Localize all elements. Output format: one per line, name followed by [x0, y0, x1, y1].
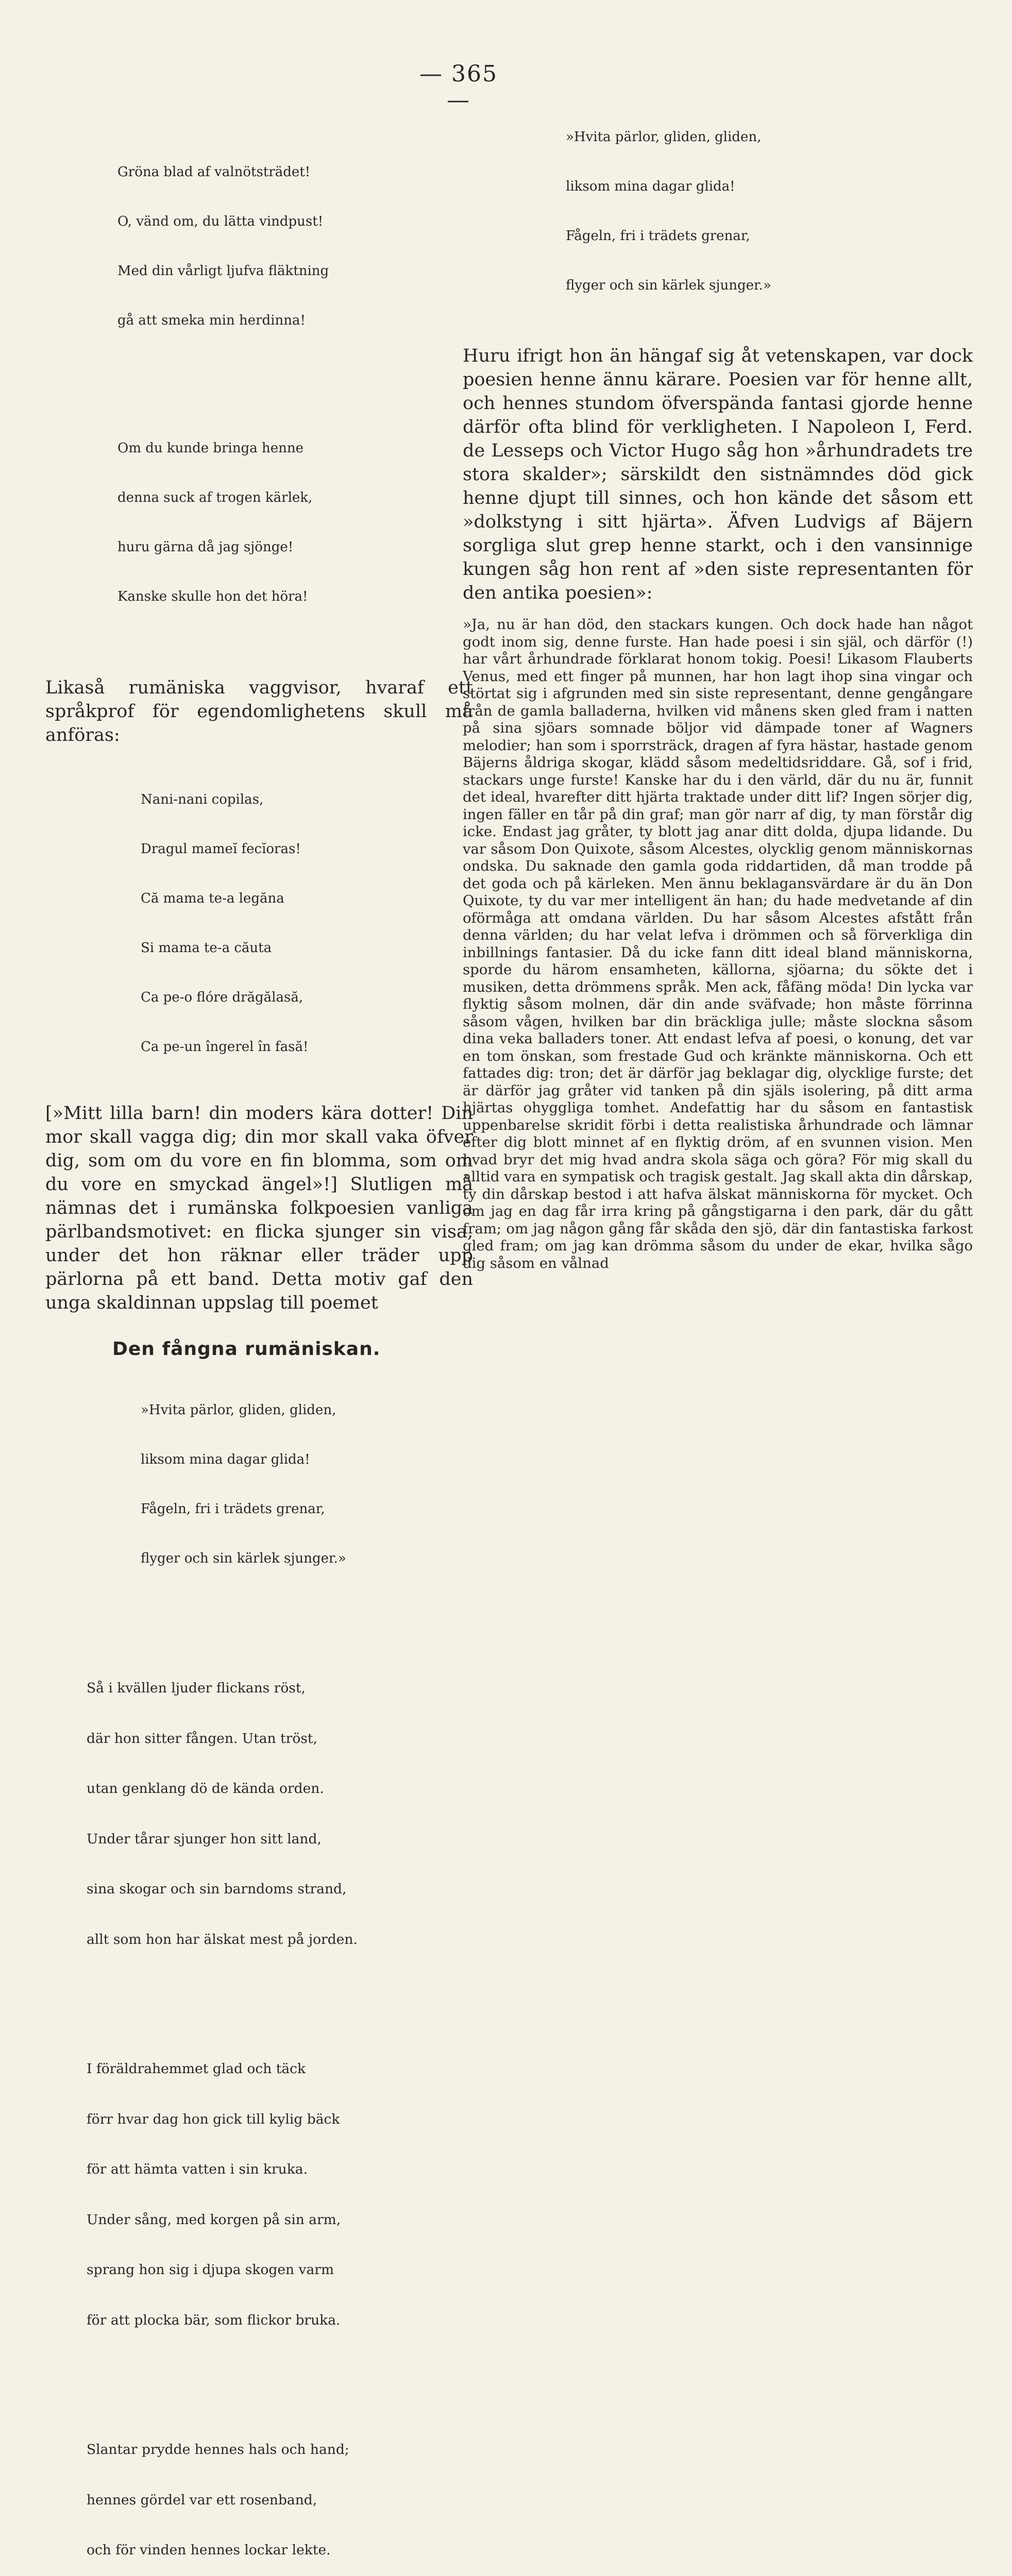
verse-line: Gröna blad af valnötsträdet! — [117, 164, 311, 180]
verse-line: för att plocka bär, som flickor bruka. — [87, 2312, 341, 2328]
verse-line: och för vinden hennes lockar lekte. — [87, 2542, 331, 2558]
verse-line: Med din vårligt ljufva fläktning — [117, 263, 329, 279]
verse-line: Că mama te-a legăna — [141, 891, 284, 906]
left-column — [45, 98, 473, 2576]
verse-line: Så i kvällen ljuder flickans röst, — [87, 1680, 306, 1696]
verse-line: flyger och sin kärlek sjunger.» — [566, 278, 771, 293]
verse-line: O, vänd om, du lätta vindpust! — [117, 214, 324, 229]
verse-line: denna suck af trogen kärlek, — [117, 490, 313, 505]
verse-line: Nani-nani copilas, — [141, 792, 264, 807]
verse-line: Slantar prydde hennes hals och hand; — [87, 2442, 349, 2458]
verse-line: Si mama te-a căuta — [141, 940, 272, 956]
verse-line: Ca pe-un îngerel în fasă! — [141, 1039, 309, 1055]
paragraph: [»Mitt lilla barn! din moders kära dotter! Din mor skall vagga dig; din mor skall vaka öfver dig, som om du vore en fin blomma, som om du vore en smyckad ängel»!] Slutligen må nämnas det i rumänska folkpoesien vanliga pärlbandsmotivet: en flicka sjunger sin visa, under det hon räknar eller träder upp pärlorna på ett band. Detta motiv gaf den unga skaldinnan uppslag till poemet — [45, 1103, 473, 1313]
stanza — [87, 2027, 473, 2362]
verse-line: Kanske skulle hon det höra! — [117, 589, 308, 604]
verse-line: Om du kunde bringa henne — [117, 440, 303, 456]
right-column — [463, 96, 973, 1272]
main-poem — [87, 1613, 473, 2576]
verse-line: Ca pe-o flóre drăgălasă, — [141, 990, 303, 1005]
verse-line: I föräldrahemmet glad och täck — [87, 2061, 306, 2077]
verse-line: Fågeln, fri i trädets grenar, — [141, 1501, 325, 1517]
verse-line: huru gärna då jag sjönge! — [117, 539, 294, 555]
poem-1 — [117, 98, 473, 676]
verse-line: utan genklang dö de kända orden. — [87, 1781, 324, 1797]
verse-line: Dragul mameĭ fecĭoras! — [141, 841, 301, 857]
paragraph: Likaså rumäniska vaggvisor, hvaraf ett språkprof för egendomlighetens skull må anföras: — [45, 677, 473, 745]
verse-line: för att hämta vatten i sin kruka. — [87, 2161, 308, 2177]
quotation: »Ja, nu är han död, den stackars kungen. Och dock hade han något godt inom sig, denne furste. Han hade poesi i sin själ, och därför (!) har vårt århundrade förklarat honom tokig. Poesi! Likasom Flauberts Venus, med ett finger på munnen, har hon lagt ihop sina vingar och störtat sig i afgrunden med sin siste representant, denne gengångare från de gamla balladerna, hvilken vid månens sken gled fram i natten på sina sjöars somnade böljor vid dämpade toner af Wagners melodier; han som i sporrsträck, dragen af fyra hästar, hastade genom Bäjerns åldriga skogar, klädd såsom medeltidsriddare. Gå, sof i frid, stackars unge furste! Kanske har du i den värld, där du nu är, funnit det ideal, hvarefter ditt hjärta traktade under ditt lif? Ingen sörjer dig, ingen fäller en tår på din graf; man gör narr af dig, ty man förstår dig icke. Endast jag gråter, ty blott jag anar ditt dolda, djupa lidande. Du var såsom Don Quixote, såsom Alcestes, olycklig genom människornas ondska. Du saknade den gamla goda riddartiden, då man trodde på det goda och på kärleken. Men ännu beklagansvärdare är du än Don Quixote, ty du var mer intelligent än han; du hade medvetande af din oförmåga att omdana världen. Du har såsom Alcestes afstått från denna världen; du har velat lefva i drömmen och så förverkliga din inbillnings fantasier. Då du icke fann ditt ideal bland människorna, sporde du härom ensamheten, källorna, sjöarna; du sökte det i musiken, detta drömmens språk. Men ack, fåfäng möda! Din lycka var flyktig såsom molnen, där din ande sväfvade; hon måste förrinna såsom vågen, hvilken bar din bräckliga julle; måste slockna såsom dina veka balladers toner. Att endast lefva af poesi, o konung, det var en tom önskan, som frestade Gud och kränkte människorna. Och ett fattades dig: tron; det är därför jag beklagar dig, olycklige furste; det är därför jag gråter vid tanken på din själs isolering, på ditt arma hjärtas ohyggliga tomhet. Andefattig har du såsom en fantastisk uppenbarelse skridit förbi i detta realistiska århundrade och lämnar efter dig blott minnet af en flyktig dröm, af en svunnen vision. Men hvad bryr det mig hvad andra skola säga och göra? För mig skall du alltid vara en sympatisk och tragisk gestalt. Jag skall akta din dårskap, ty din dårskap bestod i att hafva älskat människorna för mycket. Och om jag en dag får irra kring på gångstigarna i den park, där du gått fram; om jag någon gång får skåda den sjö, där din fantastiska farkost gled fram; om jag kan drömma såsom du under de ekar, hvilka sågo dig såsom en vålnad — [463, 616, 973, 1272]
verse-line: där hon sitter fången. Utan tröst, — [87, 1730, 317, 1747]
verse-line: hennes gördel var ett rosenband, — [87, 2492, 317, 2508]
poem-1-stanza — [117, 407, 473, 638]
verse-line: Fågeln, fri i trädets grenar, — [566, 228, 750, 244]
verse-line: flyger och sin kärlek sjunger.» — [141, 1551, 346, 1566]
verse-line: allt som hon har älskat mest på jorden. — [87, 1931, 358, 1947]
verse-line: sprang hon sig i djupa skogen varm — [87, 2262, 334, 2278]
paragraph: Huru ifrigt hon än hängaf sig åt vetenskapen, var dock poesien henne ännu kärare. Poesien var för henne allt, och hennes stundom öfverspända fantasi gjorde henne därför ofta blind för verkligheten. I Napoleon I, Ferd. de Lesseps och Victor Hugo såg hon »århundradets tre stora skalder»; särskildt den sistnämndes död gick henne djupt till sinnes, och hon kände det såsom ett »dolkstyng i sitt hjärta». Äfven Ludvigs af Bäjern sorgliga slut grep henne starkt, och i den vansinnige kungen såg hon rent af »den siste representanten för den antika poesien»: — [463, 346, 973, 603]
poem-1-stanza — [117, 131, 473, 362]
verse-line: »Hvita pärlor, gliden, gliden, — [141, 1402, 336, 1418]
verse-line: gå att smeka min herdinna! — [117, 313, 306, 328]
poem-epigraph — [141, 1369, 473, 1600]
epigraph — [566, 96, 973, 327]
verse-line: »Hvita pärlor, gliden, gliden, — [566, 129, 762, 145]
verse-line: liksom mina dagar glida! — [566, 179, 735, 194]
verse-line: Under sång, med korgen på sin arm, — [87, 2211, 341, 2228]
stanza — [87, 2408, 473, 2576]
verse-line: sina skogar och sin barndoms strand, — [87, 1881, 347, 1897]
verse-line: förr hvar dag hon gick till kylig bäck — [87, 2111, 340, 2127]
verse-line: liksom mina dagar glida! — [141, 1452, 310, 1467]
verse-line: Under tårar sjunger hon sitt land, — [87, 1831, 322, 1847]
poem-title: Den fångna rumäniskan. — [112, 1338, 381, 1360]
romanian-lullaby — [141, 758, 473, 1088]
page-number: — 365 — — [419, 61, 498, 113]
stanza — [87, 1647, 473, 1981]
